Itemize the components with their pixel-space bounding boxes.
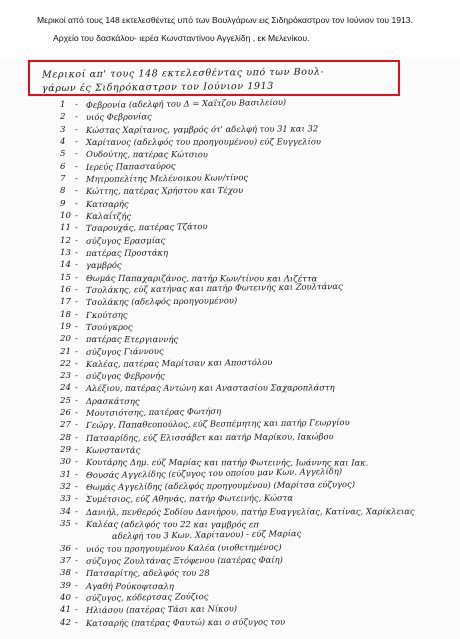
entry-dash: - — [75, 445, 78, 455]
entry-dash: - — [75, 506, 78, 516]
entry-text: Συμέτσιος, εύζ Αθηνάς, πατήρ Φωτεινής, Κώστα — [85, 492, 294, 505]
entry-number: 18 — [60, 309, 71, 320]
entry-text: Χαρίτανος (αδελφός του προηγουμένου) εύζ Ευγγελίου — [85, 136, 322, 147]
entry-number: 34 — [60, 506, 71, 517]
entry-dash: - — [75, 136, 78, 146]
entry-text: Τσαρουχάς, πατέρας Τζάτου — [85, 221, 208, 234]
caption-line-1: Μερικοί από τους 148 εκτελεσθέντες υπό των Βουλγάρων εις Σιδηρόκαστρον τον Ιούνιον του 1913. — [37, 15, 413, 25]
entry-text: Κατσαρής — [85, 198, 129, 209]
entry-dash: - — [75, 617, 78, 627]
entry-number: 15 — [60, 272, 71, 283]
entry-number: 36 — [60, 543, 71, 554]
entry-number: 23 — [60, 371, 71, 382]
entry-number: 24 — [60, 383, 71, 394]
entry-number: 6 — [60, 161, 66, 172]
entry-dash: - — [75, 482, 78, 492]
entry-number: 1 — [60, 100, 66, 110]
entry-text: γαμβρός — [85, 260, 122, 271]
entry-number: 37 — [60, 556, 71, 567]
entry-dash: - — [75, 272, 78, 282]
entry-number: 12 — [60, 235, 71, 246]
entry-text: σύζυγος Γιάννους — [85, 345, 164, 357]
entry-text: Ηλιάσου (πατέρας Τάσι και Νίκου) — [85, 603, 238, 616]
entry-text: πατέρας Ετεργιαννής — [85, 334, 179, 345]
entry-dash: - — [75, 149, 78, 159]
entry-dash: - — [75, 297, 78, 307]
entry-number: 4 — [60, 136, 66, 147]
entry-text: Θωμάς Παπαχαριζάνος, πατήρ Κων/τίνου και Λιζέττα — [85, 272, 318, 283]
entry-text: σύζυγος, κόδερτσας Ζούζιος — [85, 591, 209, 604]
entry-text: Δανιήλ, πενθερός Σοδίου Δανιήρου, πατήρ Ευαγγελίας, Κατίνας, Χαρίκλειας — [85, 505, 415, 517]
entry-number: 21 — [60, 346, 71, 357]
entry-number: 13 — [60, 247, 71, 258]
entry-dash: - — [75, 420, 78, 430]
entry-text: σύζυγος Ζουλτάνας Ξτόφενου (πατέρας Φαίη) — [85, 554, 283, 567]
entry-number: 31 — [60, 469, 71, 480]
entry-text: πατέρας Προστάκη — [85, 247, 169, 258]
entry-number: 30 — [60, 457, 71, 468]
entry-number: 28 — [60, 432, 71, 443]
entry-dash: - — [75, 519, 78, 529]
entry-text: Κατσαρής (πατέρας Φαυτώ) και ο σύζυγος του — [85, 616, 286, 628]
entry-text: Καλέας, πατέρας Μαρίτσαν και Αποστόλου — [85, 356, 273, 369]
entry-text: Δρασκάτσης — [85, 395, 140, 406]
entry-text: Μουτσιότσης, πατέρας Φωτήση — [85, 406, 222, 419]
entry-dash: - — [75, 395, 78, 405]
entry-text: Ιερεύς Παπασταύρος — [85, 160, 176, 172]
entry-text: Μητροπελίτης Μελένοικου Κων/τίνος — [85, 172, 249, 184]
entry-text: Τσούγκρος — [85, 321, 133, 332]
entry-dash: - — [75, 568, 78, 578]
entry-number: 22 — [60, 358, 71, 369]
entry-dash: - — [75, 247, 78, 257]
entry-dash: - — [75, 235, 78, 245]
entry-text: Πατσαρίδης, εύζ Ελισσάβετ και πατήρ Μαρίκου, Ιακώβου — [85, 431, 334, 443]
entry-text: Θουσάς Αγγελίδης (εύζυγος του οποίου μαν Κων. Αγγελίδη) — [85, 465, 343, 480]
entry-text: Γεώργ. Παπαθεοπούλος, εύζ Βεσπέμητης και πατήρ Γεωργίου — [85, 417, 350, 431]
entry-number: 11 — [60, 223, 71, 234]
entry-dash: - — [75, 173, 78, 183]
entry-text: Αγαθή Ρούκοφτσαλη — [85, 580, 174, 591]
entry-dash: - — [75, 383, 78, 393]
caption-line-2: Αρχείο του δασκάλου- ιερέα Κωνσταντίνου Αγγελίδη , εκ Μελενίκου. — [53, 33, 310, 43]
entry-number: 33 — [60, 494, 71, 505]
entry-number: 27 — [60, 420, 71, 431]
entry-dash: - — [75, 309, 78, 319]
entry-number: 41 — [60, 605, 71, 616]
caption — [0, 0, 460, 58]
entry-dash: - — [75, 112, 78, 122]
entry-number: 40 — [60, 593, 71, 604]
entry-dash: - — [75, 334, 78, 344]
entry-text: σύζυγος Ερασμίας — [85, 234, 166, 246]
entry-text: Θωμάς Αγγελίδης (αδελφός προηγουμένου) (Μαρίτσα εύζυγος) — [85, 479, 356, 493]
entry-text: Ουδούτης, πατέρας Κώτσιου — [85, 149, 208, 160]
entry-dash: - — [75, 321, 78, 331]
entry-number: 9 — [60, 198, 66, 209]
entry-text: Καλαΐτζής — [85, 210, 132, 222]
entry-dash: - — [75, 556, 78, 566]
entry-number: 16 — [60, 284, 71, 295]
entry-dash: - — [75, 605, 78, 615]
entry-number: 38 — [60, 568, 71, 579]
entry-dash: - — [75, 124, 78, 134]
entry-dash: - — [75, 284, 78, 294]
entry-text: υιός Φεβρονίας — [85, 111, 152, 123]
entry-number: 26 — [60, 408, 71, 419]
entry-text: Καλέας (αδελφός του 22 και γαμβρός επ — [85, 519, 259, 530]
entry-text: Κωνσταντάς — [85, 444, 141, 456]
entry-dash: - — [75, 593, 78, 603]
entry-dash: - — [75, 408, 78, 418]
entry-text: Τσολάκης (αδελφός προηγουμένου) — [85, 295, 238, 308]
entry-number: 42 — [60, 617, 71, 628]
entry-text: Κώττης, πατέρας Χρήστου και Τέχου — [85, 185, 244, 197]
entry-number: 17 — [60, 297, 71, 308]
entry-number: 5 — [60, 149, 66, 160]
entry-text: Αλέξιου, πατέρας Αντώνη και Αναστασίου Σαχαροπλάστη — [85, 382, 335, 394]
entry-number: 20 — [60, 334, 71, 345]
document-title-line-2: γάρων ές Σιδηρόκαστρον τον Ιούνιον 1913 — [41, 80, 274, 95]
entry-text: Κουτάρης Δημ. εύζ Μαρίας και πατήρ Φωτεινής, Ιωάννης και Ιακ. — [85, 457, 369, 468]
entry-number: 8 — [60, 186, 66, 197]
entry-number: 29 — [60, 445, 71, 456]
entry-text: Φεβρονία (αδελφή του Δ = Χαϊτζου Βασιλείου) — [85, 96, 287, 110]
entry-number: 7 — [60, 173, 66, 184]
entry-dash: - — [75, 346, 78, 356]
entry-text: Κώστας Χαρίτανος, γαμβρός ότ' αδελφή του 31 και 32 — [85, 123, 319, 135]
entry-dash: - — [75, 210, 78, 220]
entry-text: υιός του προηγουμένου Καλέα (υιοθετημένος) — [85, 541, 282, 554]
entry-dash: - — [75, 186, 78, 196]
entry-dash: - — [75, 469, 78, 479]
entry-dash: - — [75, 432, 78, 442]
entry-number: 35 — [60, 519, 71, 530]
entry-dash: - — [75, 543, 78, 553]
entry-number: 39 — [60, 580, 71, 591]
entry-text: Πατσαρίτης, αδελφός του 28 — [85, 568, 210, 579]
entry-dash: - — [75, 260, 78, 270]
entry-dash: - — [75, 223, 78, 233]
entry-dash: - — [75, 494, 78, 504]
entry-dash: - — [75, 161, 78, 171]
entry-dash: - — [75, 198, 78, 208]
entry-number: 25 — [60, 395, 71, 406]
entry-text: Γκούτσης — [85, 309, 128, 320]
entry-dash: - — [75, 580, 78, 590]
entry-number: 32 — [60, 482, 71, 493]
document-title-line-1: Μερικοί απ' τους 148 εκτελεσθέντας υπό των Βουλ- — [41, 66, 325, 81]
entry-dash: - — [75, 100, 78, 109]
entry-dash: - — [75, 457, 78, 467]
entry-text: Τσολάκης, εύζ κατήνας και πατήρ Φωτεινής και Ζουλτάνας — [85, 280, 343, 295]
entry-text: σύζυγος Φεβρονής — [85, 370, 165, 382]
entry-number: 2 — [60, 112, 66, 123]
entry-text: αδελφή του 3 Κων. Χαρίτανου) - εύζ Μαρίας — [111, 528, 302, 542]
entry-number: 14 — [60, 260, 71, 271]
entry-number: 3 — [60, 124, 66, 135]
entry-dash: - — [75, 358, 78, 368]
entry-dash: - — [75, 371, 78, 381]
entry-number: 10 — [60, 210, 71, 221]
entry-number: 19 — [60, 321, 71, 332]
